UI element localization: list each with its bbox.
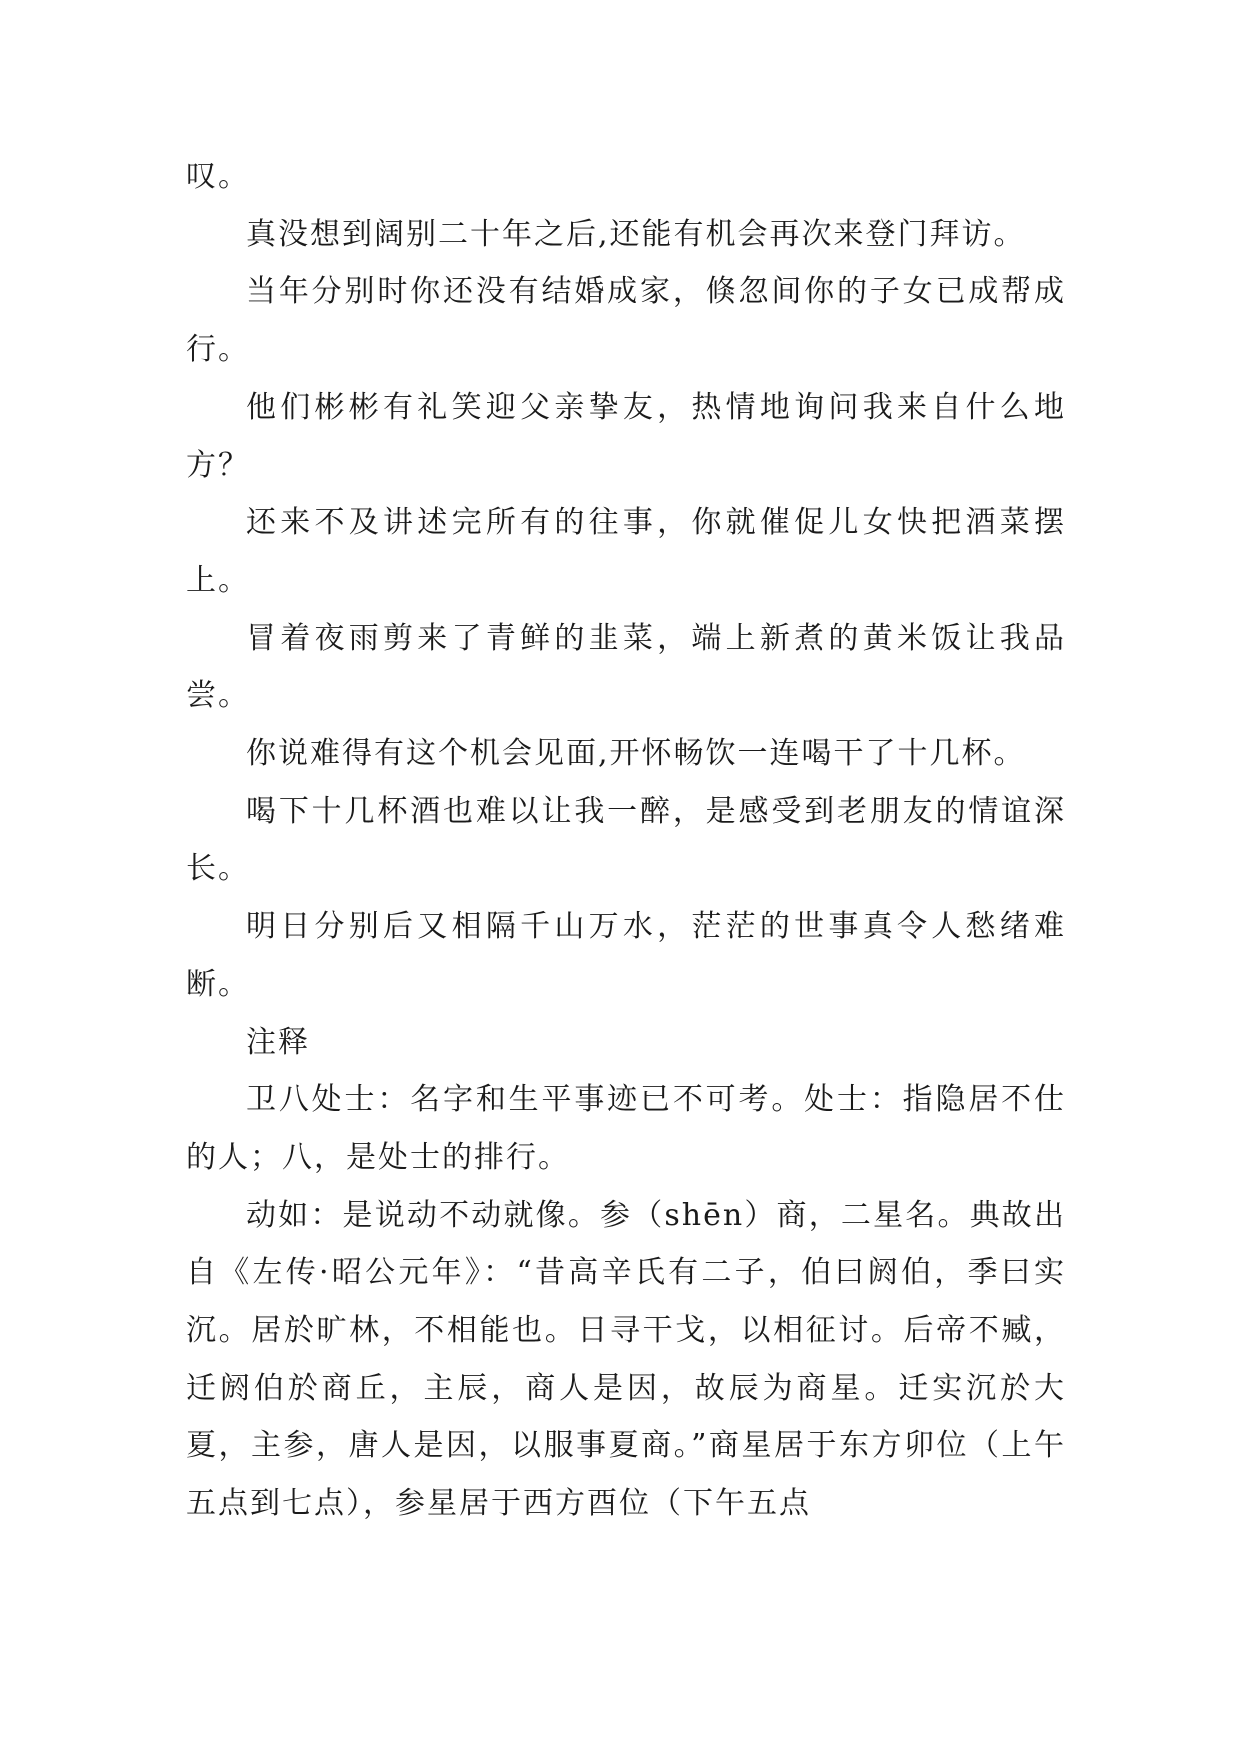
paragraph-continuation: 叹。 (186, 159, 250, 194)
paragraph: 当年分别时你还没有结婚成家，倏忽间你的子女已成帮成行。 (186, 274, 1066, 368)
paragraph: 喝下十几杯酒也难以让我一醉，是感受到老朋友的情谊深长。 (186, 793, 1066, 887)
paragraph: 还来不及讲述完所有的往事，你就催促儿女快把酒菜摆上。 (186, 505, 1066, 598)
note-paragraph: 动如：是说动不动就像。参（shēn）商，二星名。典故出自《左传·昭公元年》：“昔高辛氏有二子，伯曰阏伯，季曰实沉。居於旷林，不相能也。日寻干戈，以相征讨。后帝不臧，迁阏伯於商丘，主辰，商人是因，故辰为商星。迁实沉於大夏，主参，唐人是因，以服事夏商。”商星居于东方卯位（上午五点到七点），参星居于西方酉位（下午五点 (186, 1197, 1066, 1522)
paragraph: 他们彬彬有礼笑迎父亲挚友，热情地询问我来自什么地方？ (186, 389, 1066, 483)
paragraph: 真没想到阔别二十年之后,还能有机会再次来登门拜访。 (246, 216, 1026, 252)
document-body (186, 148, 1066, 1533)
paragraph: 你说难得有这个机会见面,开怀畅饮一连喝干了十几杯。 (246, 736, 1026, 772)
notes-heading: 注释 (246, 1024, 310, 1060)
paragraph: 冒着夜雨剪来了青鲜的韭菜，端上新煮的黄米饭让我品尝。 (186, 620, 1066, 714)
note-paragraph: 卫八处士：名字和生平事迹已不可考。处士：指隐居不仕的人；八，是处士的排行。 (186, 1082, 1066, 1175)
paragraph: 明日分别后又相隔千山万水，茫茫的世事真令人愁绪难断。 (186, 909, 1066, 1002)
